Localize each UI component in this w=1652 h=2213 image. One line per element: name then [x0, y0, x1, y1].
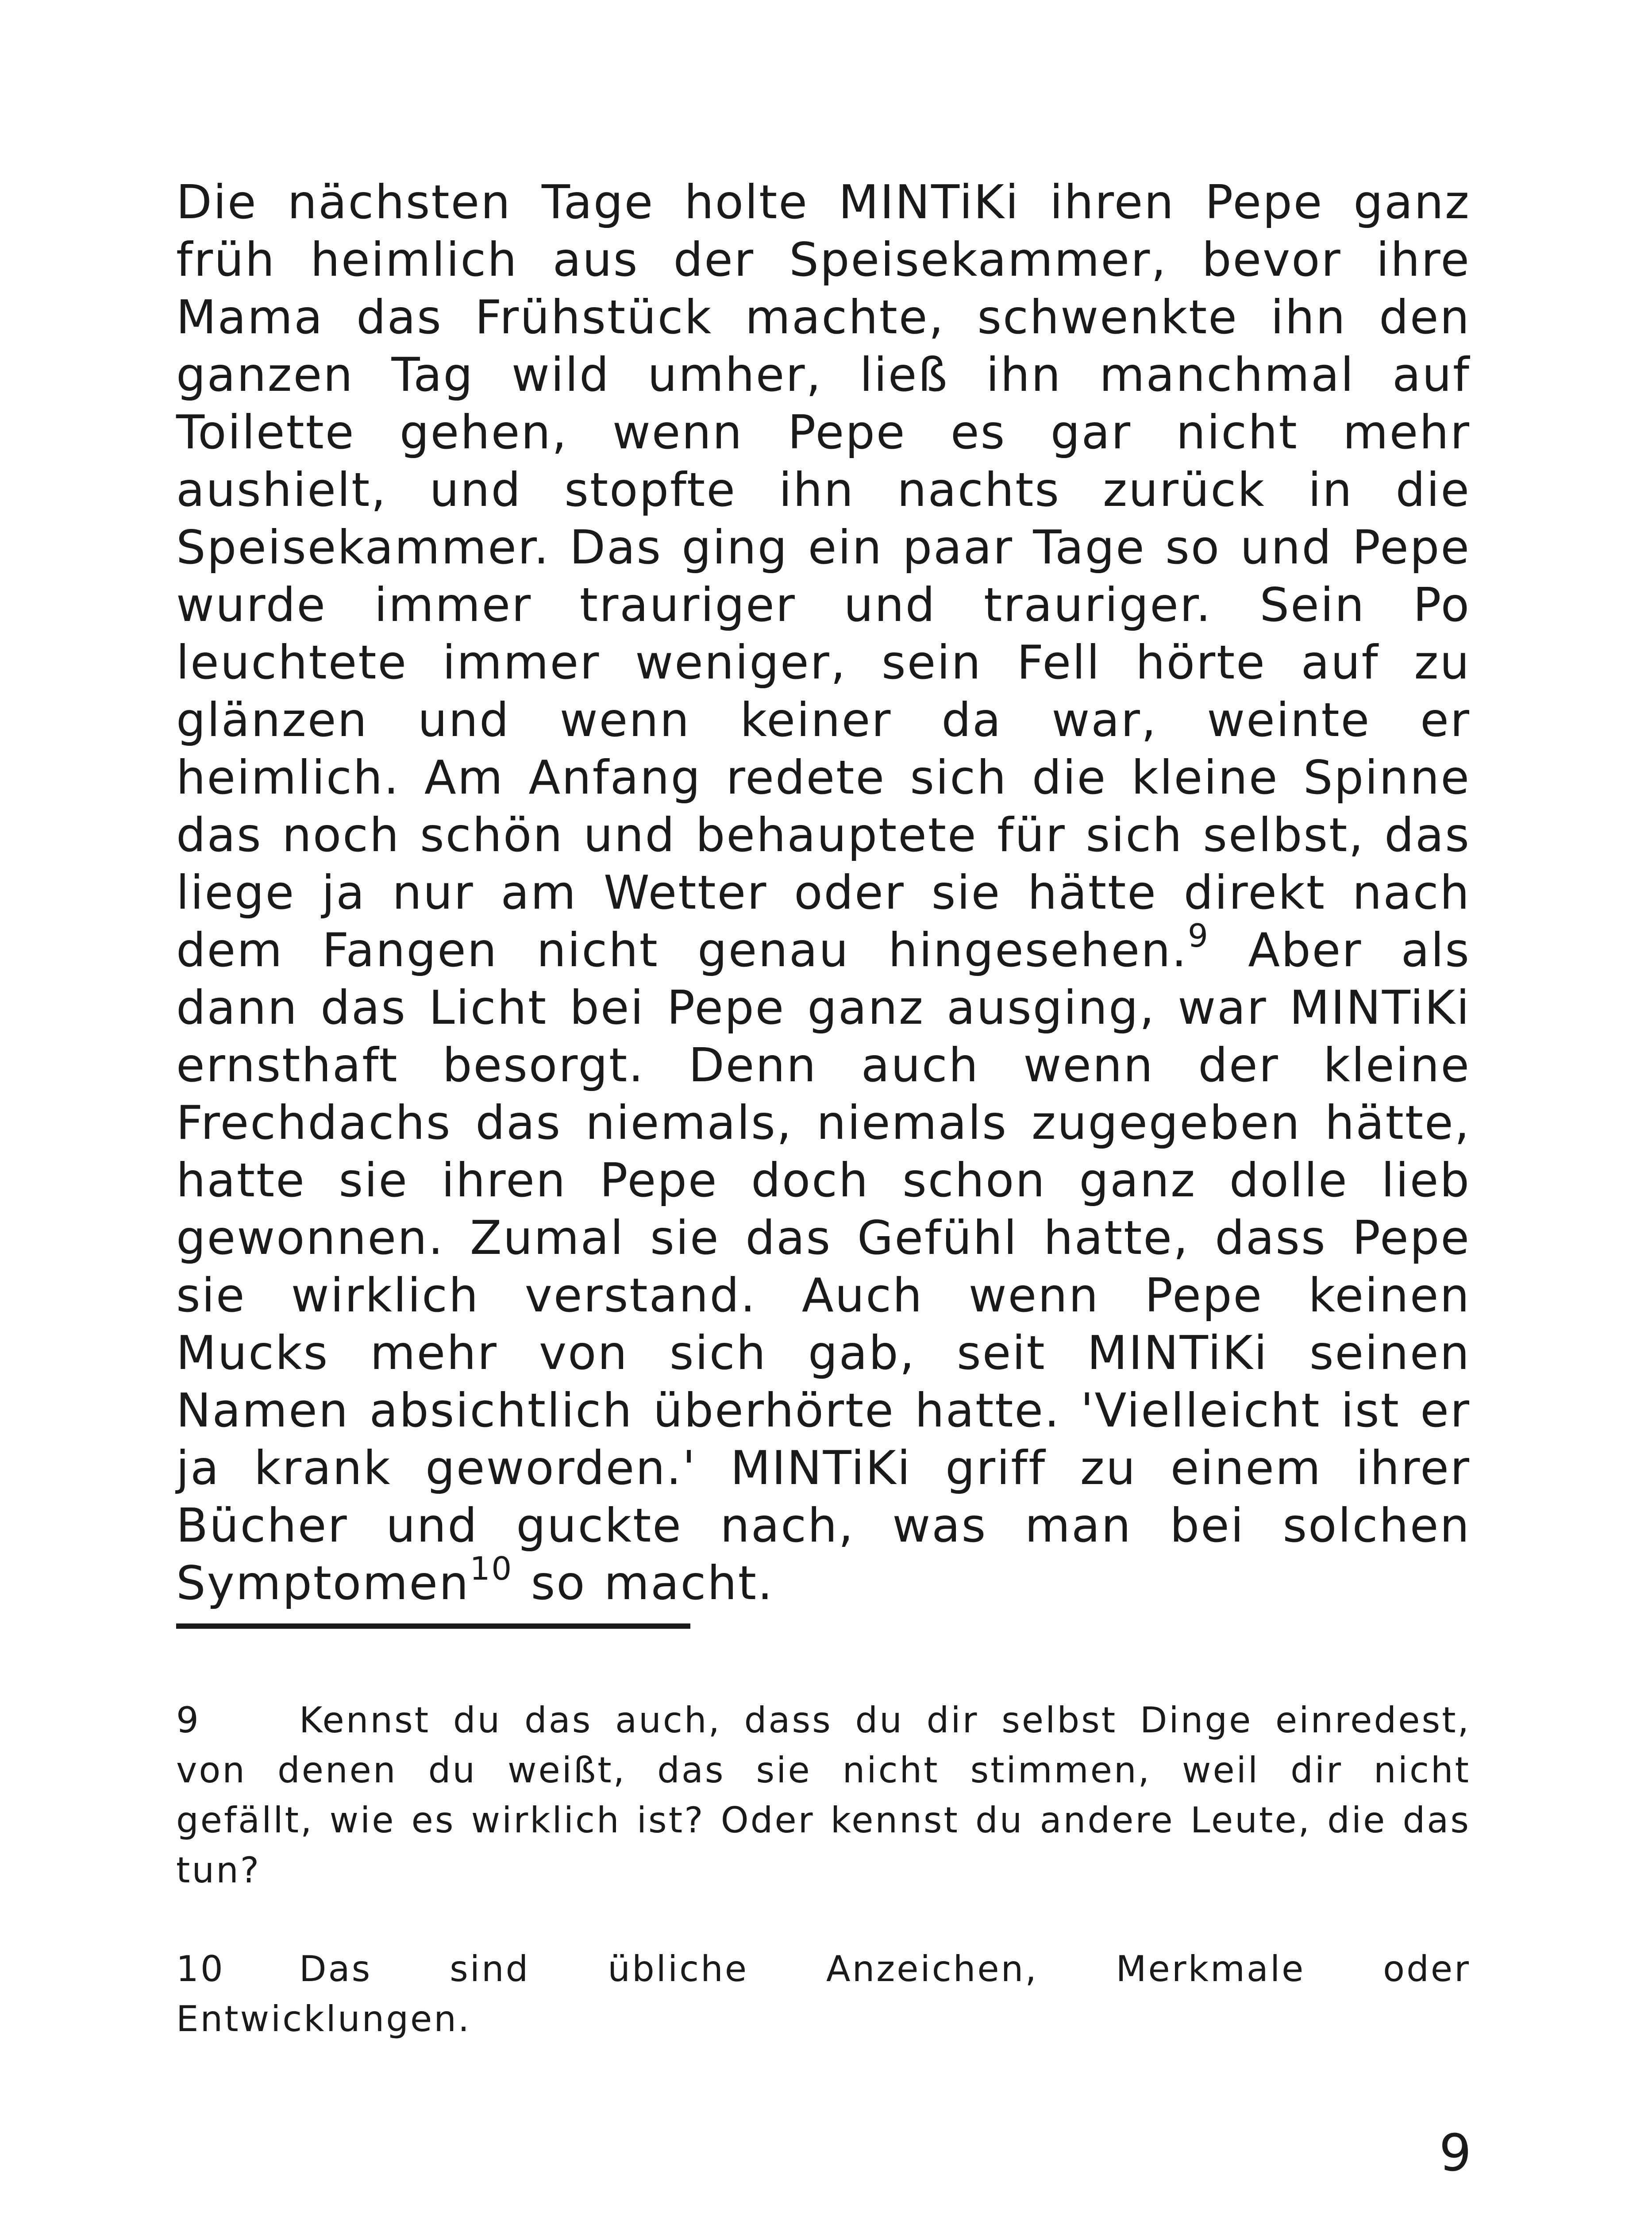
footnote-9 [176, 1695, 1471, 1895]
body-paragraph [176, 173, 1471, 1612]
footnote-number: 10 [176, 1948, 225, 1989]
body-text-part-3: so macht. [513, 1556, 774, 1610]
footnote-text: Kennst du das auch, dass du dir selbst Dinge einredest, von denen du weißt, das sie nicht stimmen, weil dir nicht gefällt, wie es wirklich ist? Oder kennst du andere Leute, die das tun? [176, 1700, 1471, 1891]
footnote-separator [176, 1623, 690, 1629]
footnote-text: Das sind übliche Anzeichen, Merkmale oder Entwicklungen. [176, 1948, 1471, 2040]
footnotes-section [176, 1695, 1471, 2093]
footnote-reference-9[interactable]: 9 [1188, 917, 1209, 954]
footnote-10 [176, 1944, 1471, 2044]
body-text-part-1: Die nächsten Tage holte MINTiKi ihren Pepe ganz früh heimlich aus der Speisekammer, bevor ihre Mama das Frühstück machte, schwenkte ihn den ganzen Tag wild umher, ließ ihn manchmal auf Toilette gehen, wenn Pepe es gar nicht mehr aushielt, und stopfte ihn nachts zurück in die Speisekammer. Das ging ein paar Tage so und Pepe wurde immer trauriger und trauriger. Sein Po leuchtete immer weniger, sein Fell hörte auf zu glänzen und wenn keiner da war, weinte er heimlich. Am Anfang redete sich die kleine Spinne das noch schön und behauptete für sich selbst, das liege ja nur am Wetter oder sie hätte direkt nach dem Fangen nicht genau hingesehen. [176, 175, 1471, 977]
body-text-part-2: Aber als dann das Licht bei Pepe ganz ausging, war MINTiKi ernsthaft besorgt. Denn auch wenn der kleine Frechdachs das niemals, niemals zugegeben hätte, hatte sie ihren Pepe doch schon ganz dolle lieb gewonnen. Zumal sie das Gefühl hatte, dass Pepe sie wirklich verstand. Auch wenn Pepe keinen Mucks mehr von sich gab, seit MINTiKi seinen Namen absichtlich überhörte hatte. 'Vielleicht ist er ja krank geworden.' MINTiKi griff zu einem ihrer Bücher und guckte nach, was man bei solchen Symptomen [176, 923, 1471, 1610]
footnote-number: 9 [176, 1700, 200, 1741]
footnote-reference-10[interactable]: 10 [470, 1550, 513, 1587]
page-number: 9 [1439, 2124, 1471, 2183]
